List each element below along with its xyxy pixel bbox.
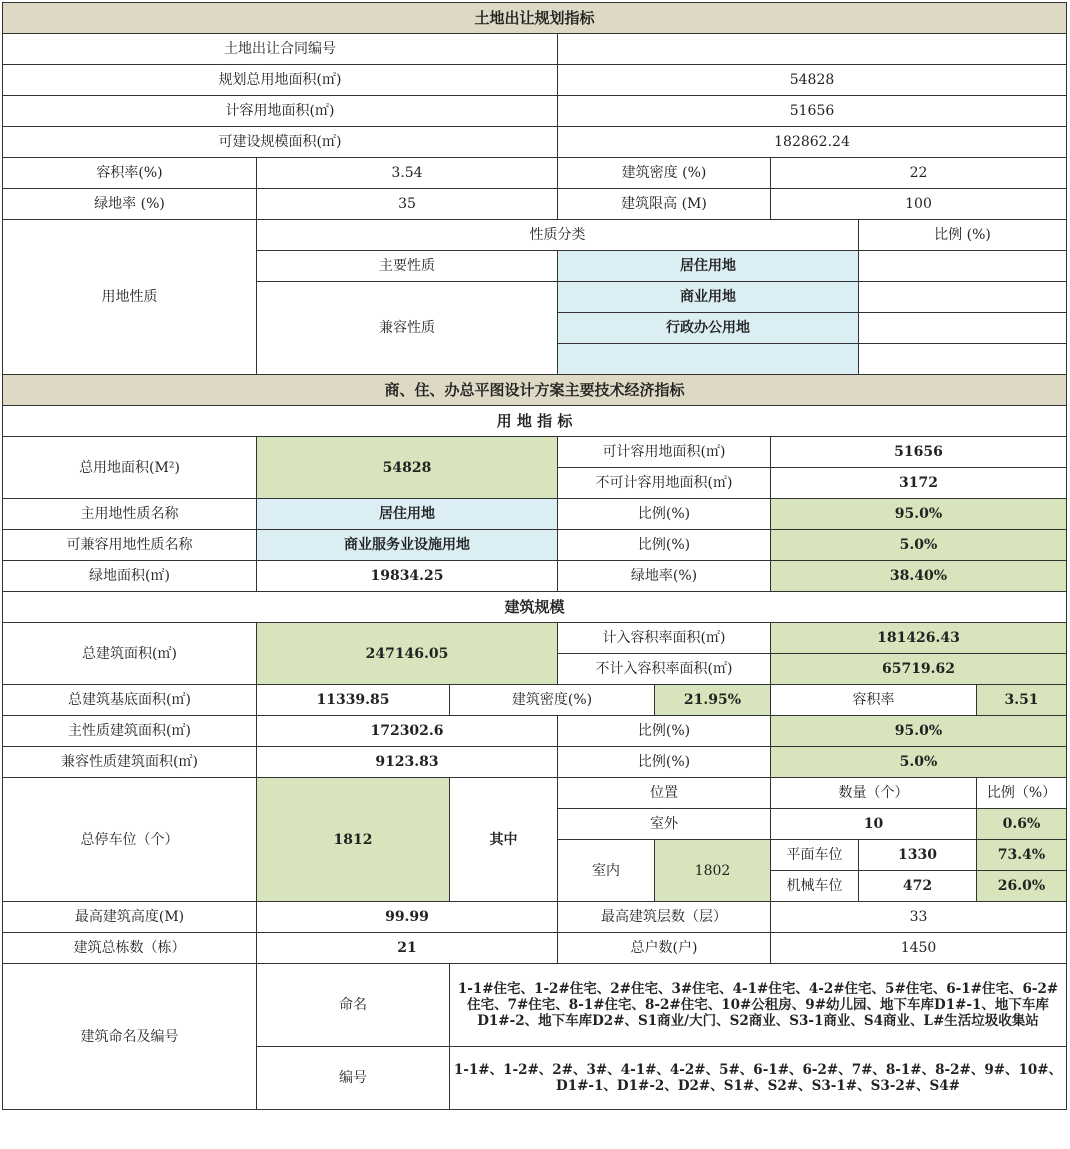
compat-use-ratio-value: 5.0% (771, 530, 1067, 561)
land-use-label: 用地性质 (3, 220, 257, 375)
building-count-label: 建筑总栋数（栋） (3, 933, 257, 964)
far-land-value: 51656 (771, 437, 1067, 468)
base-area-label: 总建筑基底面积(㎡) (3, 685, 257, 716)
green-rate-label: 绿地率 (%) (3, 189, 257, 220)
green-rate2-label: 绿地率(%) (558, 561, 771, 592)
building-count-value: 21 (257, 933, 558, 964)
green-rate-value: 35 (257, 189, 558, 220)
land-indicator-title: 用 地 指 标 (3, 406, 1067, 437)
gfa-value: 247146.05 (257, 623, 558, 685)
households-value: 1450 (771, 933, 1067, 964)
main-area-label: 主性质建筑面积(㎡) (3, 716, 257, 747)
green-area-label: 绿地面积(㎡) (3, 561, 257, 592)
among-label: 其中 (450, 778, 558, 902)
far-area-value: 181426.43 (771, 623, 1067, 654)
far-value: 3.54 (257, 158, 558, 189)
compat-area-label: 兼容性质建筑面积(㎡) (3, 747, 257, 778)
compat-area-ratio-label: 比例(%) (558, 747, 771, 778)
height-limit-label: 建筑限高 (M) (558, 189, 771, 220)
contract-number-value (558, 34, 1067, 65)
density2-label: 建筑密度(%) (450, 685, 655, 716)
mech-parking-ratio: 26.0% (977, 871, 1067, 902)
main-use-value: 居住用地 (257, 499, 558, 530)
far-area-label: 计入容积率面积(㎡) (558, 623, 771, 654)
far-land-area-label: 计容用地面积(㎡) (3, 96, 558, 127)
nonfar-area-value: 65719.62 (771, 654, 1067, 685)
max-floors-label: 最高建筑层数（层） (558, 902, 771, 933)
flat-parking-ratio: 73.4% (977, 840, 1067, 871)
nonfar-land-label: 不可计容用地面积(㎡) (558, 468, 771, 499)
planned-total-land-label: 规划总用地面积(㎡) (3, 65, 558, 96)
max-height-value: 99.99 (257, 902, 558, 933)
buildable-scale-value: 182862.24 (558, 127, 1067, 158)
main-area-ratio-label: 比例(%) (558, 716, 771, 747)
flat-parking-qty: 1330 (859, 840, 977, 871)
naming-sub-label: 命名 (257, 964, 450, 1047)
ratio-header: 比例 (%) (859, 220, 1067, 251)
green-rate2-value: 38.40% (771, 561, 1067, 592)
green-area-value: 19834.25 (257, 561, 558, 592)
density-label: 建筑密度 (%) (558, 158, 771, 189)
planned-total-land-value: 54828 (558, 65, 1067, 96)
compatible-nature-label: 兼容性质 (257, 282, 558, 375)
flat-parking-label: 平面车位 (771, 840, 859, 871)
max-height-label: 最高建筑高度(M) (3, 902, 257, 933)
indoor-label: 室内 (558, 840, 655, 902)
contract-number-label: 土地出让合同编号 (3, 34, 558, 65)
code-sub-label: 编号 (257, 1047, 450, 1110)
parking-value: 1812 (257, 778, 450, 902)
density2-value: 21.95% (655, 685, 771, 716)
section-land-transfer-title: 土地出让规划指标 (3, 3, 1067, 34)
height-limit-value: 100 (771, 189, 1067, 220)
gfa-label: 总建筑面积(㎡) (3, 623, 257, 685)
compatible-nature-value-1: 商业用地 (558, 282, 859, 313)
nonfar-area-label: 不计入容积率面积(㎡) (558, 654, 771, 685)
nonfar-land-value: 3172 (771, 468, 1067, 499)
main-nature-value: 居住用地 (558, 251, 859, 282)
mech-parking-qty: 472 (859, 871, 977, 902)
main-area-value: 172302.6 (257, 716, 558, 747)
compat-area-value: 9123.83 (257, 747, 558, 778)
quantity-header: 数量（个） (771, 778, 977, 809)
far2-value: 3.51 (977, 685, 1067, 716)
buildable-scale-label: 可建设规模面积(㎡) (3, 127, 558, 158)
compat-use-value: 商业服务业设施用地 (257, 530, 558, 561)
compat-use-label: 可兼容用地性质名称 (3, 530, 257, 561)
main-nature-ratio (859, 251, 1067, 282)
far2-label: 容积率 (771, 685, 977, 716)
planning-indicator-table (2, 2, 1067, 1110)
parking-label: 总停车位（个） (3, 778, 257, 902)
main-use-ratio-value: 95.0% (771, 499, 1067, 530)
location-header: 位置 (558, 778, 771, 809)
outdoor-qty: 10 (771, 809, 977, 840)
mech-parking-label: 机械车位 (771, 871, 859, 902)
compat-area-ratio-value: 5.0% (771, 747, 1067, 778)
main-nature-label: 主要性质 (257, 251, 558, 282)
ratio2-header: 比例（%） (977, 778, 1067, 809)
compat-use-ratio-label: 比例(%) (558, 530, 771, 561)
naming-value: 1-1#住宅、1-2#住宅、2#住宅、3#住宅、4-1#住宅、4-2#住宅、5#住宅、6-1#住宅、6-2#住宅、7#住宅、8-1#住宅、8-2#住宅、10#公租房、9#幼儿园、地下车库D1#-1、地下车库D1#-2、地下车库D2#、S1商业/大门、S2商业、S3-1商业、S4商业、L#生活垃圾收集站 (450, 964, 1067, 1047)
main-area-ratio-value: 95.0% (771, 716, 1067, 747)
main-use-label: 主用地性质名称 (3, 499, 257, 530)
base-area-value: 11339.85 (257, 685, 450, 716)
code-value: 1-1#、1-2#、2#、3#、4-1#、4-2#、5#、6-1#、6-2#、7#、8-1#、8-2#、9#、10#、D1#-1、D1#-2、D2#、S1#、S2#、S3-1#、S3-2#、S4# (450, 1047, 1067, 1110)
compatible-nature-value-2: 行政办公用地 (558, 313, 859, 344)
total-land-area-value: 54828 (257, 437, 558, 499)
indoor-qty: 1802 (655, 840, 771, 902)
far-label: 容积率(%) (3, 158, 257, 189)
compatible-nature-value-3 (558, 344, 859, 375)
compatible-nature-ratio-2 (859, 313, 1067, 344)
outdoor-label: 室外 (558, 809, 771, 840)
max-floors-value: 33 (771, 902, 1067, 933)
density-value: 22 (771, 158, 1067, 189)
households-label: 总户数(户) (558, 933, 771, 964)
main-use-ratio-label: 比例(%) (558, 499, 771, 530)
building-scale-title: 建筑规模 (3, 592, 1067, 623)
compatible-nature-ratio-3 (859, 344, 1067, 375)
total-land-area-label: 总用地面积(M²) (3, 437, 257, 499)
far-land-label: 可计容用地面积(㎡) (558, 437, 771, 468)
class-header: 性质分类 (257, 220, 859, 251)
section-tech-econ-title: 商、住、办总平图设计方案主要技术经济指标 (3, 375, 1067, 406)
building-naming-label: 建筑命名及编号 (3, 964, 257, 1110)
far-land-area-value: 51656 (558, 96, 1067, 127)
outdoor-ratio: 0.6% (977, 809, 1067, 840)
compatible-nature-ratio-1 (859, 282, 1067, 313)
